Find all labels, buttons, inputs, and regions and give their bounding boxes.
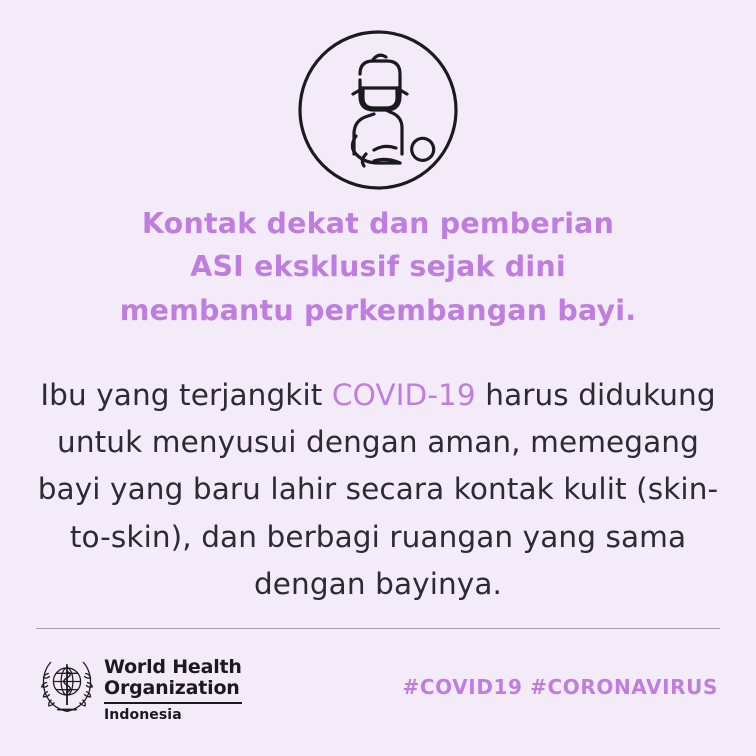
who-name-line-2: Organization [104, 677, 240, 699]
divider [36, 628, 720, 629]
mother-breastfeeding-with-mask-icon [294, 26, 462, 194]
body-paragraph [20, 372, 736, 608]
body-line-1-pre: Ibu yang terjangkit [40, 377, 332, 412]
who-country-label: Indonesia [104, 707, 182, 724]
body-line-3: bayi yang baru lahir secara kontak kulit (skin- [37, 472, 719, 507]
who-logo [38, 657, 242, 724]
body-line-2: untuk menyusui dengan aman, memegang [57, 425, 699, 460]
who-wordmark [104, 657, 242, 724]
footer [0, 642, 756, 738]
who-name-line-1: World Health [104, 655, 242, 678]
body-line-5: dengan bayinya. [253, 566, 502, 601]
headline-line-3: membantu perkembangan bayi. [119, 293, 637, 327]
covid19-highlight: COVID-19 [331, 377, 476, 412]
body-line-1 [20, 372, 736, 419]
who-rule [104, 702, 242, 704]
headline [28, 202, 728, 332]
headline-line-2: ASI eksklusif sejak dini [190, 250, 566, 284]
who-emblem-icon [38, 657, 96, 715]
body-line-4: to-skin), dan berbagi ruangan yang sama [69, 519, 687, 554]
headline-line-1: Kontak dekat dan pemberian [141, 207, 615, 240]
hashtags: #COVID19 #CORONAVIRUS [402, 675, 718, 699]
body-line-1-post: harus didukung [475, 377, 716, 412]
